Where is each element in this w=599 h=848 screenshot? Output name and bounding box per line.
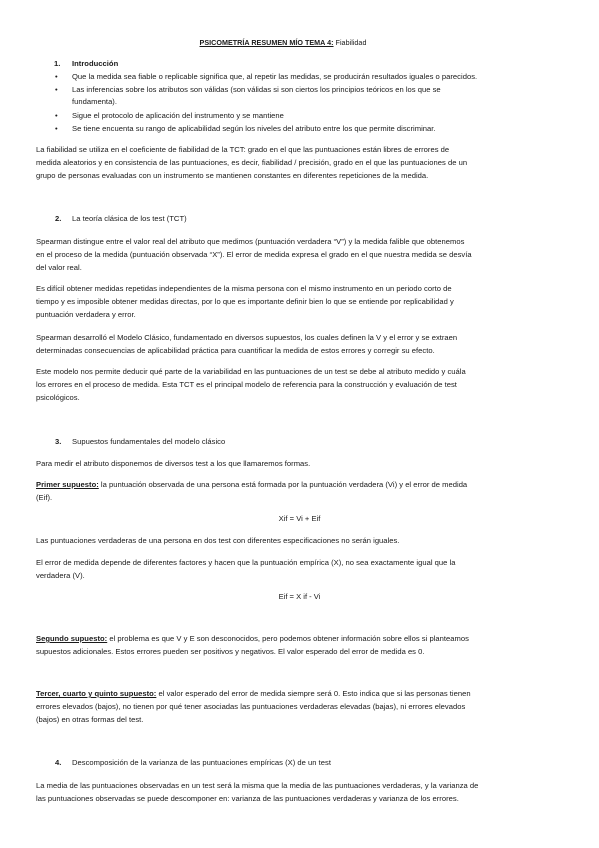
section1-bullet-3: Sigue el protocolo de aplicación del instrumento y se mantiene	[72, 111, 284, 120]
section1-paragraph-line-2: medida aleatorios y en consistencia de las puntuaciones, es decir, fiabilidad / precisión, grado en el que las puntuaciones de un	[36, 158, 468, 167]
section3-paragraph-a: Las puntuaciones verdaderas de una persona en dos test con diferentes especificaciones no serán iguales.	[36, 536, 400, 545]
second-assumption-text: el problema es que V y E son desconocidos, pero podemos obtener información sobre ellos si planteamos	[107, 634, 469, 643]
title-sub: Fiabilidad	[333, 38, 367, 47]
section1-bullet-2: Las inferencias sobre los atributos son válidas (son válidas si son ciertos los principios teóricos en los que se	[72, 85, 441, 94]
third-assumption-label: Tercer, cuarto y quinto supuesto:	[36, 689, 157, 698]
section2-p1-line-2: en el proceso de la medida (puntuación observada “X”). El error de medida expresa el grado en el que nuestra medida se desvía	[36, 250, 472, 259]
section1-bullet-4: Se tiene encuenta su rango de aplicabilidad según los niveles del atributo entre los que permite discriminar.	[72, 124, 436, 133]
section1-bullet-1: Que la medida sea fiable o replicable significa que, al repetir las medidas, se producirán resultados iguales o parecidos.	[72, 72, 478, 81]
bullet-marker: •	[55, 85, 58, 94]
bullet-marker: •	[55, 124, 58, 133]
document-title	[0, 38, 566, 48]
section4-number: 4.	[55, 758, 62, 767]
section3-paragraph-b-line-2: verdadera (V).	[36, 571, 85, 580]
bullet-marker: •	[55, 111, 58, 120]
section2-p4-line-1: Este modelo nos permite deducir qué parte de la variabilidad en las puntuaciones de un test se debe al atributo medido y cuála	[36, 367, 466, 376]
second-assumption-line-2: supuestos adicionales. Estos errores pueden ser positivos y negativos. El valor esperado del error de medida es 0.	[36, 647, 425, 656]
section1-paragraph-line-3: grupo de personas evaluadas con un instrumento se mantienen constantes en diferentes repeticiones de la medida.	[36, 171, 429, 180]
third-assumption-line-2: errores elevados (bajos), no tienen por qué tener asociadas las puntuaciones verdaderas elevadas (bajas), ni errores elevados	[36, 702, 466, 711]
third-assumption-text: el valor esperado del error de medida siempre será 0. Esto indica que si las personas tienen	[156, 689, 471, 698]
section2-p2-line-1: Es difícil obtener medidas repetidas independientes de la misma persona con el mismo instrumento en un periodo corto de	[36, 284, 452, 293]
formula-error: Eif = X if - Vi	[278, 592, 321, 601]
second-assumption-line-1	[36, 634, 469, 644]
section2-p4-line-3: psicológicos.	[36, 393, 80, 402]
section2-p3-line-2: determinadas consecuencias de aplicabilidad práctica para cuantificar la medida de estos errores y corregir su efecto.	[36, 346, 435, 355]
section1-heading: Introducción	[72, 59, 119, 68]
section2-p4-line-2: los errores en el proceso de medida. Esta TCT es el principal modelo de referencia para la construcción y evaluación de test	[36, 380, 457, 389]
first-assumption-text: la puntuación observada de una persona está formada por la puntuación verdadera (Vi) y el error de medida	[98, 480, 468, 489]
section3-number: 3.	[55, 437, 62, 446]
section2-p2-line-2: tiempo y es imposible obtener medidas directas, por lo que es importante definir bien lo que se entiende por replicabilidad y	[36, 297, 454, 306]
section2-number: 2.	[55, 214, 62, 223]
section2-p2-line-3: puntuación verdadera y error.	[36, 310, 136, 319]
section2-heading: La teoría clásica de los test (TCT)	[72, 214, 187, 223]
section3-intro: Para medir el atributo disponemos de diversos test a los que llamaremos formas.	[36, 459, 311, 468]
title-main: PSICOMETRÍA RESUMEN MÍO TEMA 4:	[199, 38, 334, 47]
section2-p3-line-1: Spearman desarrolló el Modelo Clásico, fundamentado en diversos supuestos, los cuales definen la V y el error y se extraen	[36, 333, 458, 342]
bullet-marker: •	[55, 72, 58, 81]
section4-p1-line-1: La media de las puntuaciones observadas en un test será la misma que la media de las puntuaciones verdaderas, y la varianza de	[36, 781, 479, 790]
section1-number: 1.	[54, 59, 61, 68]
third-assumption-line-3: (bajos) en otras formas del test.	[36, 715, 144, 724]
section1-paragraph-line-1: La fiabilidad se utiliza en el coeficiente de fiabilidad de la TCT: grado en el que las puntuaciones están libres de errores de	[36, 145, 450, 154]
section2-p1-line-3: del valor real.	[36, 263, 82, 272]
formula-observed-score: Xif = Vi + Eif	[278, 514, 321, 523]
section3-heading: Supuestos fundamentales del modelo clásico	[72, 437, 226, 446]
section3-paragraph-b-line-1: El error de medida depende de diferentes factores y hacen que la puntuación empírica (X), no sea exactamente igual que la	[36, 558, 456, 567]
section1-bullet-2-cont: fundamenta).	[72, 97, 117, 106]
second-assumption-label: Segundo supuesto:	[36, 634, 108, 643]
third-assumption-line-1	[36, 689, 471, 699]
section2-p1-line-1: Spearman distingue entre el valor real del atributo que medimos (puntuación verdadera “V”) y la medida falible que obtenemos	[36, 237, 465, 246]
section4-heading: Descomposición de la varianza de las puntuaciones empíricas (X) de un test	[72, 758, 331, 767]
section4-p1-line-2: las puntuaciones observadas se puede descomponer en: varianza de las puntuaciones verdaderas y varianza de los errores.	[36, 794, 459, 803]
first-assumption-line-1	[36, 480, 467, 490]
first-assumption-line-2: (Eif).	[36, 493, 53, 502]
first-assumption-label: Primer supuesto:	[36, 480, 99, 489]
